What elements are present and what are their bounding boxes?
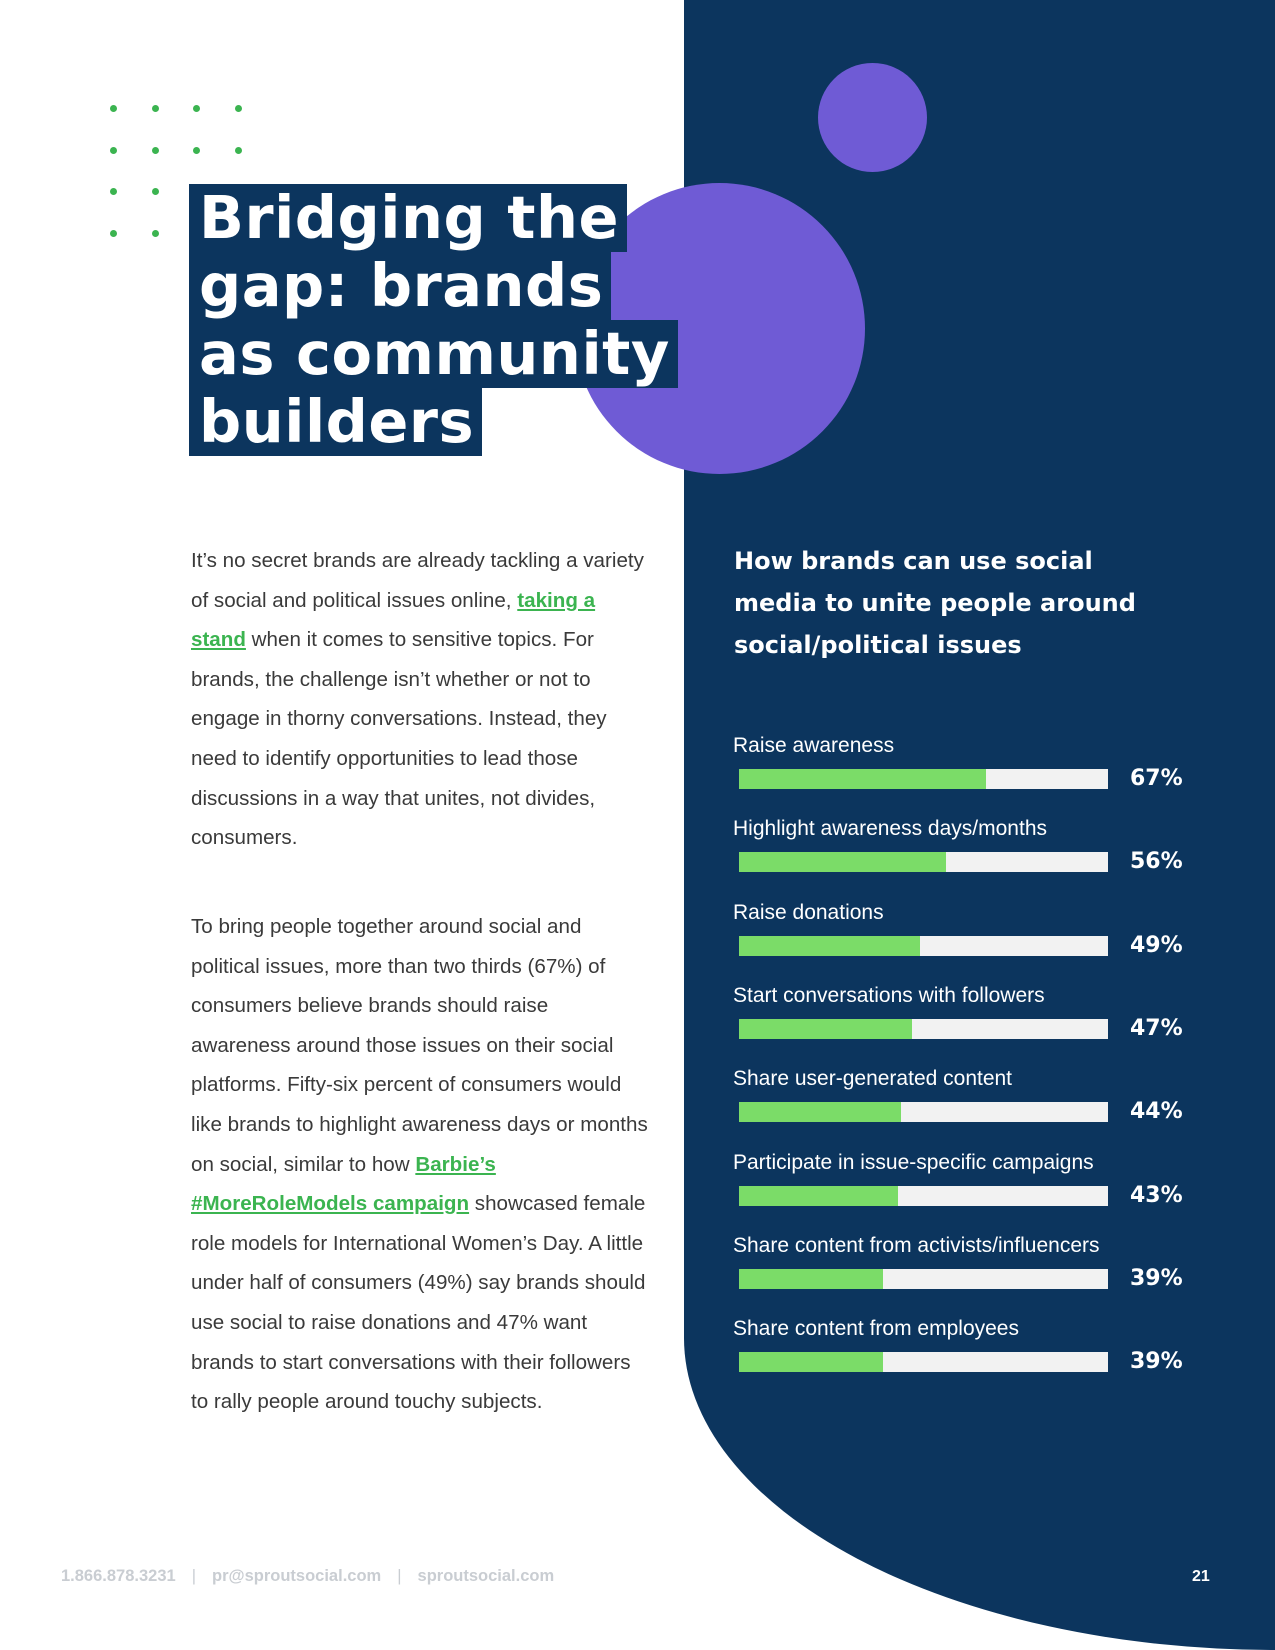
bar-track bbox=[739, 1102, 1108, 1122]
page-number: 21 bbox=[1192, 1568, 1210, 1585]
bar-track bbox=[739, 1019, 1108, 1039]
footer-website[interactable]: sproutsocial.com bbox=[417, 1567, 555, 1585]
bar bbox=[739, 769, 986, 789]
bar-label: Raise donations bbox=[733, 900, 884, 924]
bar-label: Share content from activists/influencers bbox=[733, 1233, 1100, 1257]
bar-label: Participate in issue-specific campaigns bbox=[733, 1150, 1094, 1174]
bar-value-label: 56% bbox=[1130, 849, 1183, 875]
footer-contact bbox=[61, 1567, 554, 1586]
decorative-dot bbox=[110, 147, 117, 154]
decorative-dot bbox=[235, 147, 242, 154]
bar bbox=[739, 1186, 898, 1206]
footer-phone[interactable]: 1.866.878.3231 bbox=[61, 1567, 176, 1585]
bar-label: Share content from employees bbox=[733, 1317, 1019, 1341]
footer-separator: | bbox=[397, 1567, 402, 1585]
bar-label: Start conversations with followers bbox=[733, 983, 1045, 1007]
page-title-line: Bridging the bbox=[189, 184, 627, 252]
bar bbox=[739, 1102, 901, 1122]
bar bbox=[739, 936, 920, 956]
decorative-dot bbox=[110, 230, 117, 237]
bar-label: Highlight awareness days/months bbox=[733, 817, 1047, 841]
decorative-dot bbox=[152, 147, 159, 154]
decorative-dot bbox=[110, 188, 117, 195]
paragraph-text: showcased female role models for International Women’s Day. A little under half of consumers (49%) say brands should use social to raise donations and 47% want brands to start conversations with their followers to rally people around touchy subjects. bbox=[191, 1192, 646, 1414]
bar-track bbox=[739, 1186, 1108, 1206]
bar-label: Raise awareness bbox=[733, 734, 895, 757]
bar-value-label: 43% bbox=[1130, 1182, 1183, 1208]
paragraph-text: To bring people together around social and political issues, more than two thirds (67%) of consumers believe brands should raise awareness around those issues on their social platforms. Fifty-six percent of consumers would like brands to highlight awareness days or months on social, similar to how bbox=[191, 915, 648, 1176]
footer-separator: | bbox=[191, 1567, 196, 1585]
decorative-dot bbox=[193, 147, 200, 154]
bar bbox=[739, 1019, 912, 1039]
paragraph-text: when it comes to sensitive topics. For brands, the challenge isn’t whether or not to engage in thorny conversations. Instead, they need to identify opportunities to lead those discussions in a way that unites, not divides, consumers. bbox=[191, 628, 607, 850]
bar-track bbox=[739, 1269, 1108, 1289]
decorative-dot bbox=[110, 105, 117, 112]
paragraph-text: It’s no secret brands are already tackling a variety of social and political issues online, bbox=[191, 549, 644, 612]
body-paragraph-2 bbox=[191, 907, 651, 1422]
bar-value-label: 67% bbox=[1130, 766, 1183, 791]
page-title-line: as community bbox=[189, 320, 678, 388]
bar-value-label: 39% bbox=[1130, 1349, 1183, 1375]
bar-track bbox=[739, 769, 1108, 789]
taking-a-stand-link[interactable]: taking a stand bbox=[191, 588, 596, 652]
page-title-line: gap: brands bbox=[189, 252, 611, 320]
decorative-dot bbox=[193, 105, 200, 112]
bar-value-label: 39% bbox=[1130, 1265, 1183, 1291]
chart-title: How brands can use social media to unite people around social/political issues bbox=[734, 547, 1136, 659]
decorative-dot bbox=[152, 188, 159, 195]
page-title-line: builders bbox=[189, 388, 482, 456]
bar-track bbox=[739, 936, 1108, 956]
bar bbox=[739, 1352, 883, 1372]
bar-value-label: 49% bbox=[1130, 932, 1183, 958]
bar bbox=[739, 852, 946, 872]
body-paragraph-1 bbox=[191, 541, 651, 858]
bar-label: Share user-generated content bbox=[733, 1067, 1013, 1091]
decorative-circle-small bbox=[818, 63, 927, 172]
bar-track bbox=[739, 1352, 1108, 1372]
bar bbox=[739, 1269, 883, 1289]
decorative-dot bbox=[152, 105, 159, 112]
footer-email[interactable]: pr@sproutsocial.com bbox=[212, 1567, 382, 1585]
decorative-dot bbox=[235, 105, 242, 112]
bar-value-label: 47% bbox=[1130, 1015, 1183, 1041]
bar-track bbox=[739, 852, 1108, 872]
bar-value-label: 44% bbox=[1130, 1099, 1183, 1125]
decorative-dot bbox=[152, 230, 159, 237]
barbie-campaign-link[interactable]: Barbie’s #MoreRoleModels campaign bbox=[191, 1152, 496, 1216]
